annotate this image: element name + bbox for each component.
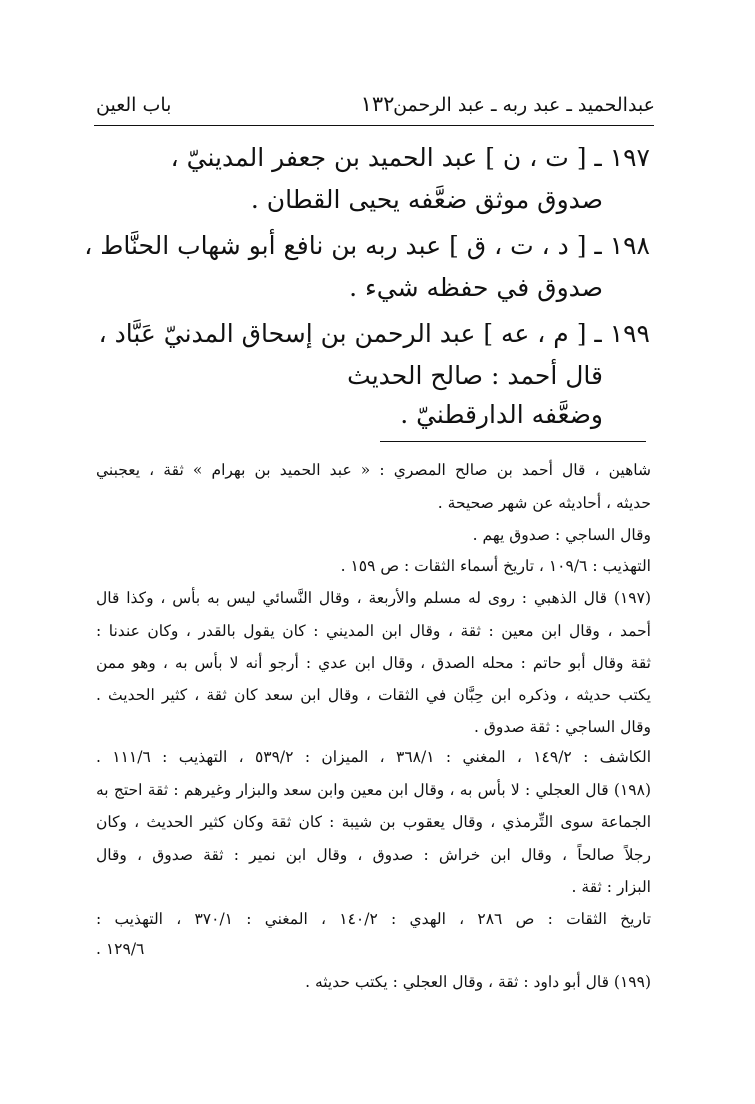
footnote-line: شاهين ، قال أحمد بن صالح المصري : « عبد الحميد بن بهرام » ثقة ، يعجبني — [96, 461, 651, 479]
footnote-line: ١٢٩/٦ . — [96, 940, 145, 958]
entry-197-text: صدوق موثق ضعَّفه يحيى القطان . — [250, 185, 603, 214]
footnote-198-start: (١٩٨) قال العجلي : لا بأس به ، وقال ابن معين وابن سعد والبزار وغيرهم : ثقة احتج به — [96, 781, 651, 799]
footnote-separator — [380, 441, 646, 442]
footnote-line: الجماعة سوى التِّرمذي ، وقال يعقوب بن شيبة : كان ثقة وكان كثير الحديث ، وكان — [96, 813, 651, 831]
entry-197-heading: ١٩٧ ـ [ ت ، ن ] عبد الحميد بن جعفر المدينيّ ، — [170, 143, 650, 172]
chapter-title: باب العين — [96, 94, 172, 116]
header-rule — [94, 125, 654, 126]
entry-199-text-1: قال أحمد : صالح الحديث — [347, 361, 603, 390]
page-number: ١٣٢ — [360, 92, 395, 116]
footnote-line: التهذيب : ١٠٩/٦ ، تاريخ أسماء الثقات : ص ١٥٩ . — [340, 557, 651, 575]
footnote-line: تاريخ الثقات : ص ٢٨٦ ، الهدي : ١٤٠/٢ ، المغني : ٣٧٠/١ ، التهذيب : — [96, 910, 652, 928]
footnote-199-start: (١٩٩) قال أبو داود : ثقة ، وقال العجلي : يكتب حديثه . — [305, 973, 651, 991]
entry-198-text: صدوق في حفظه شيء . — [349, 273, 603, 302]
entry-199-heading: ١٩٩ ـ [ م ، عه ] عبد الرحمن بن إسحاق المدنيّ عَبَّاد ، — [98, 319, 650, 348]
entry-198-heading: ١٩٨ ـ [ د ، ت ، ق ] عبد ربه بن نافع أبو شهاب الحنَّاط ، — [84, 231, 650, 260]
footnote-line: رجلاً صالحاً ، وقال ابن خراش : صدوق ، وقال ابن نمير : ثقة صدوق ، وقال — [96, 846, 651, 864]
footnote-line: ثقة وقال أبو حاتم : محله الصدق ، وقال ابن عدي : أرجو أنه لا بأس به ، وهو ممن — [96, 654, 651, 672]
footnote-line: أحمد ، وقال ابن معين : ثقة ، وقال ابن المديني : كان يقول بالقدر ، وكان عندنا : — [96, 622, 651, 640]
footnote-line: البزار : ثقة . — [571, 878, 651, 896]
footnote-line: وقال الساجي : صدوق يهم . — [472, 526, 651, 544]
entry-199-text-2: وضعَّفه الدارقطنيّ . — [400, 400, 603, 429]
running-header-title: عبدالحميد ـ عبد ربه ـ عبد الرحمن — [393, 94, 655, 116]
footnote-line: الكاشف : ١٤٩/٢ ، المغني : ٣٦٨/١ ، الميزان : ٥٣٩/٢ ، التهذيب : ١١١/٦ . — [96, 748, 652, 766]
footnote-line: يكتب حديثه ، وذكره ابن حِبَّان في الثقات ، وقال ابن سعد كان ثقة ، كثير الحديث . — [96, 686, 651, 704]
footnote-197-start: (١٩٧) قال الذهبي : روى له مسلم والأربعة ، وقال النَّسائي ليس به بأس ، وكذا قال — [96, 589, 651, 607]
footnote-line: وقال الساجي : ثقة صدوق . — [473, 718, 651, 736]
footnote-line: حديثه ، أحاديثه عن شهر صحيحة . — [437, 494, 651, 512]
